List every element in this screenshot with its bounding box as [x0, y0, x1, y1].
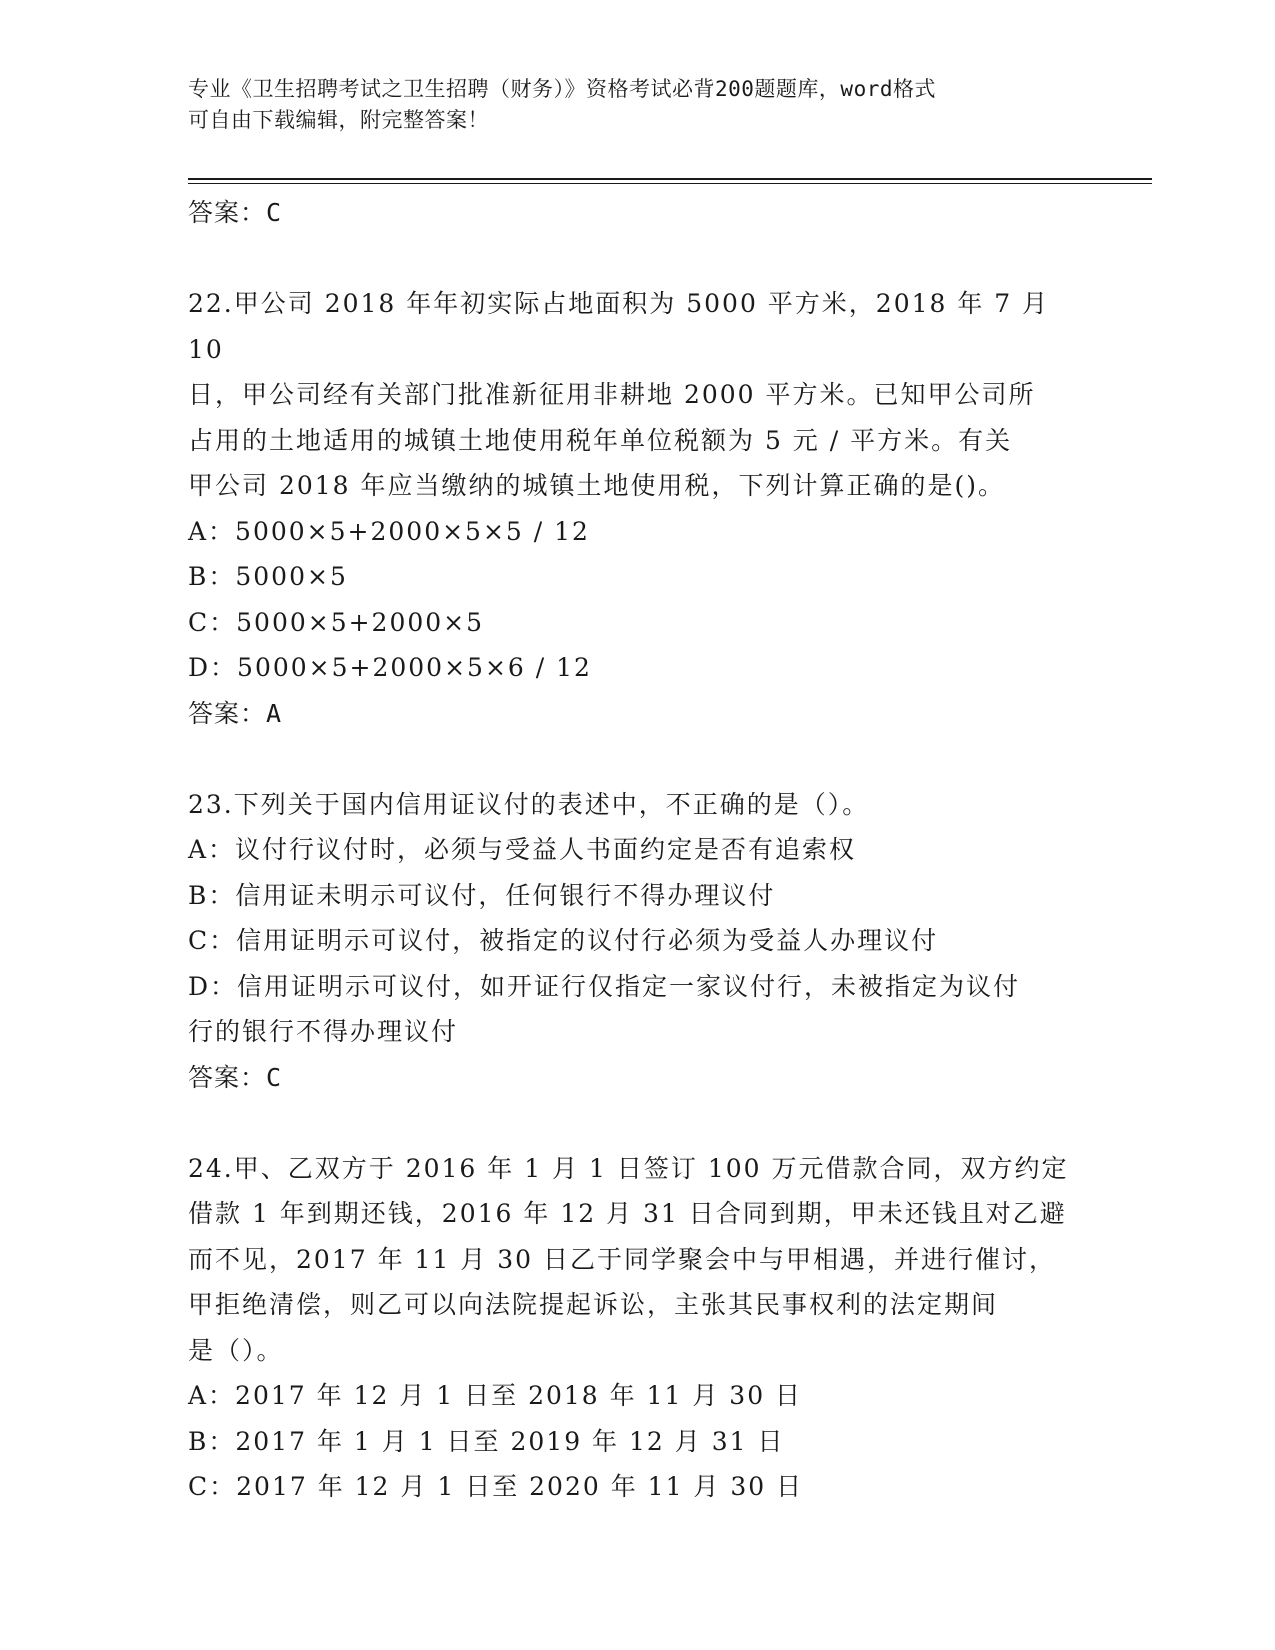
option-a: A：5000×5+2000×5×5 / 12: [188, 516, 590, 546]
option-d: D：5000×5+2000×5×6 / 12: [188, 653, 592, 682]
question-text: 23.下列关于国内信用证议付的表述中，不正确的是（）。: [188, 789, 870, 819]
question-text: 日，甲公司经有关部门批准新征用非耕地 2000 平方米。已知甲公司所: [188, 380, 1036, 409]
option-a: A：议付行议付时，必须与受益人书面约定是否有追索权: [188, 835, 857, 864]
header-line: 专业《卫生招聘考试之卫生招聘（财务）》资格考试必背200题题库，word格式: [188, 77, 936, 101]
answer: 答案：A: [188, 698, 283, 728]
header-rule-thin: [188, 183, 1152, 184]
question-text: 24.甲、乙双方于 2016 年 1 月 1 日签订 100 万元借款合同，双方约定: [188, 1153, 1069, 1183]
option-a: A：2017 年 12 月 1 日至 2018 年 11 月 30 日: [188, 1381, 803, 1410]
option-d-continued: 行的银行不得办理议付: [188, 1017, 459, 1046]
question-22: [188, 281, 1088, 736]
option-c: C：5000×5+2000×5: [188, 607, 485, 637]
document-body: [188, 190, 1088, 1510]
question-text: 是（）。: [188, 1335, 284, 1365]
spacer: [188, 236, 1088, 282]
question-23: [188, 782, 1088, 1101]
question-text: 甲拒绝清偿，则乙可以向法院提起诉讼，主张其民事权利的法定期间: [188, 1290, 999, 1319]
option-b: B：信用证未明示可议付，任何银行不得办理议付: [188, 880, 776, 910]
option-b: B：5000×5: [188, 562, 348, 591]
spacer: [188, 1100, 1088, 1146]
header-line: 可自由下载编辑，附完整答案！: [188, 108, 489, 132]
page-header: [188, 74, 1068, 136]
option-c: C：信用证明示可议付，被指定的议付行必须为受益人办理议付: [188, 926, 939, 955]
question-text: 占用的土地适用的城镇土地使用税年单位税额为 5 元 / 平方米。有关: [188, 425, 1013, 455]
question-text: 22.甲公司 2018 年年初实际占地面积为 5000 平方米，2018 年 7 月 10: [188, 289, 1060, 364]
option-b: B：2017 年 1 月 1 日至 2019 年 12 月 31 日: [188, 1426, 785, 1456]
question-text: 借款 1 年到期还钱，2016 年 12 月 31 日合同到期，甲未还钱且对乙避: [188, 1199, 1067, 1228]
answer: 答案：C: [188, 1062, 283, 1092]
header-rule-thick: [188, 178, 1152, 180]
question-24: [188, 1146, 1088, 1510]
answer-previous: 答案：C: [188, 198, 283, 227]
question-text: 甲公司 2018 年应当缴纳的城镇土地使用税，下列计算正确的是()。: [188, 471, 1006, 500]
option-c: C：2017 年 12 月 1 日至 2020 年 11 月 30 日: [188, 1472, 804, 1501]
option-d: D：信用证明示可议付，如开证行仅指定一家议付行，未被指定为议付: [188, 971, 1021, 1001]
spacer: [188, 736, 1088, 782]
question-text: 而不见，2017 年 11 月 30 日乙于同学聚会中与甲相遇，并进行催讨，: [188, 1244, 1056, 1274]
